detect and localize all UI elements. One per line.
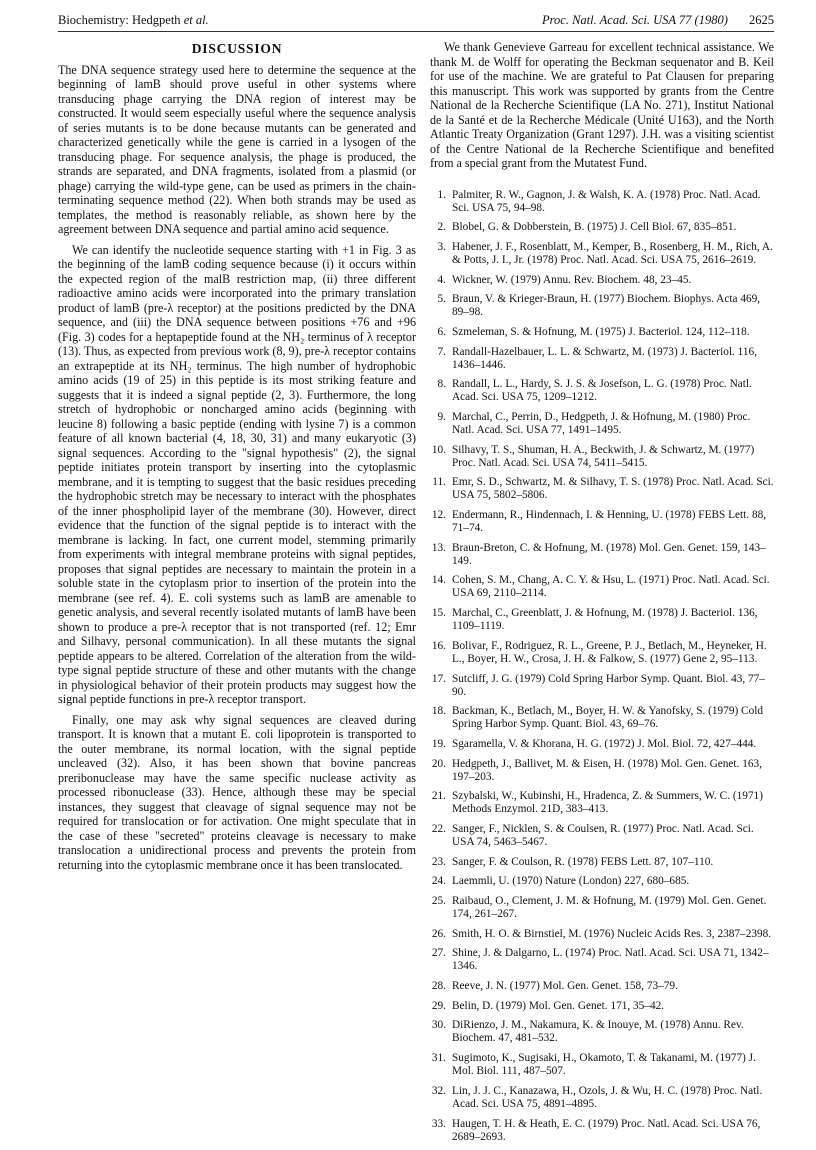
reference-number: 15.	[431, 607, 446, 620]
page-number: 2625	[749, 13, 774, 27]
reference-number: 19.	[431, 737, 446, 750]
reference-item	[430, 1000, 774, 1013]
reference-item	[430, 1085, 774, 1111]
reference-number: 11.	[432, 476, 446, 489]
discussion-paragraph: We can identify the nucleotide sequence starting with +1 in Fig. 3 as the beginning of the lamB coding sequence because (i) it occurs within the expected region of the malB restriction map, (ii) three different radioactive amino acids were incorporated into the primary translation product of lamB (pre-λ receptor) at the positions predicted by the DNA sequence, and (iii) the DNA sequence between positions +76 and +96 (Fig. 3) codes for a heptapeptide found at the NH₂ terminus of λ receptor (13). Thus, as expected from previous work (8, 9), pre-λ receptor contains an extrapeptide at its NH₂ terminus. The high number of hydrophobic amino acids (19 of 25) in this peptide is its most striking feature and suggests that it is indeed a signal peptide (2, 3). Furthermore, the long stretch of hydrophobic or noncharged amino acids (beginning with leucine 8) following a basic peptide (ending with lysine 7) is a common feature of all known bacterial (4, 18, 30, 31) and many eukaryotic (3) signal sequences. According to the "signal hypothesis" (2), the signal peptide initiates protein transport by inserting into the cytoplasmic membrane, and it is tempting to suggest that the basic residues preceding the hydrophobic stretch may be necessary to interact with the phosphates of the inner phospholipid layer of the membrane (30). However, direct evidence that the function of the signal peptide is to interact with the membrane is lacking. In fact, one current model, stemming primarily from experiments with integral membrane proteins with signal peptides, proposes that signal peptides are necessary to maintain the protein in a soluble state in the cytoplasm prior to insertion of the protein into the membrane (see ref. 4). E. coli systems such as lamB are amenable to genetic analysis, and several recently isolated mutants of lamB have been shown to produce a pre-λ receptor that is not transported (ref. 12; Emr and Silhavy, personal communication). In all these mutants the signal peptide appears to be altered. Correlation of the alteration from the wild-type signal peptide structure of these and other mutants with the change in physiological behavior of their protein products may suggest how the signal peptide functions in pre-λ receptor transport.	[58, 242, 416, 706]
journal-name: Proc. Natl. Acad. Sci. USA 77 (1980)	[542, 13, 728, 27]
reference-item	[430, 758, 774, 784]
reference-number: 31.	[431, 1052, 446, 1065]
acknowledgment-paragraph: We thank Genevieve Garreau for excellent technical assistance. We thank M. de Wolff for operating the Beckman sequenator and B. Keil for use of the machine. We are grateful to Pat Clausen for preparing this manuscript. This work was supported by grants from the Centre National de la Recherche Scientifique (LA No. 271), Institut National de la Santé et de la Recherche Médicale (Unité U163), and the North Atlantic Treaty Organization (Grant 1297). J.H. was a visiting scientist of the Centre National de la Recherche Scientifique and benefited from a special grant from the Mutatest Fund.	[430, 40, 774, 170]
reference-item	[430, 444, 774, 470]
reference-item	[430, 640, 774, 666]
reference-number: 24.	[431, 875, 446, 888]
reference-text: Sgaramella, V. & Khorana, H. G. (1972) J. Mol. Biol. 72, 427–444.	[452, 737, 757, 750]
reference-text: Lin, J. J. C., Kanazawa, H., Ozols, J. & Wu, H. C. (1978) Proc. Natl. Acad. Sci. USA 75, 4891–4895.	[452, 1084, 763, 1110]
reference-text: Endermann, R., Hindennach, I. & Henning, U. (1978) FEBS Lett. 88, 71–74.	[452, 509, 767, 535]
reference-item	[430, 378, 774, 404]
running-header	[58, 10, 774, 30]
reference-text: Szmeleman, S. & Hofnung, M. (1975) J. Bacteriol. 124, 112–118.	[452, 325, 750, 338]
reference-number: 13.	[431, 541, 446, 554]
reference-number: 6.	[437, 325, 446, 338]
reference-text: Bolivar, F., Rodriguez, R. L., Greene, P. J., Betlach, M., Heyneker, H. L., Boyer, H. W., Crosa, J. H. & Falkow, S. (1977) Gene 2, 95–113.	[452, 639, 767, 665]
reference-item	[430, 823, 774, 849]
reference-text: Palmiter, R. W., Gagnon, J. & Walsh, K. A. (1978) Proc. Natl. Acad. Sci. USA 75, 94–98.	[452, 188, 761, 214]
reference-item	[430, 293, 774, 319]
reference-text: Shine, J. & Dalgarno, L. (1974) Proc. Natl. Acad. Sci. USA 71, 1342–1346.	[452, 947, 769, 973]
reference-item	[430, 875, 774, 888]
reference-item	[430, 980, 774, 993]
reference-number: 2.	[437, 221, 446, 234]
reference-text: Silhavy, T. S., Shuman, H. A., Beckwith, J. & Schwartz, M. (1977) Proc. Natl. Acad. Sci. USA 74, 5411–5415.	[452, 443, 755, 469]
reference-text: Sanger, F. & Coulson, R. (1978) FEBS Lett. 87, 107–110.	[452, 855, 714, 868]
reference-number: 16.	[431, 639, 446, 652]
reference-text: Braun, V. & Krieger-Braun, H. (1977) Biochem. Biophys. Acta 469, 89–98.	[452, 293, 761, 319]
reference-text: Belin, D. (1979) Mol. Gen. Genet. 171, 35–42.	[452, 999, 665, 1012]
discussion-paragraph: Finally, one may ask why signal sequences are cleaved during transport. It is known that a mutant E. coli lipoprotein is transported to the outer membrane, its normal location, with the signal peptide uncleaved (32). Also, it has been shown that bovine pancreas preribonuclease may have the same specific nuclease activity as processed ribonuclease (33). Hence, although these may be special instances, they suggest that cleavage of signal sequence may not be required for translocation or for activation. One might speculate that in the case of these "secreted" proteins cleavage is necessary to make translocation a unidirectional process and prevents the protein from returning into the cytoplasmic membrane once it has been translocated.	[58, 712, 416, 872]
reference-item	[430, 673, 774, 699]
reference-item	[430, 476, 774, 502]
reference-text: DiRienzo, J. M., Nakamura, K. & Inouye, M. (1978) Annu. Rev. Biochem. 47, 481–532.	[452, 1019, 744, 1045]
reference-text: Sanger, F., Nicklen, S. & Coulsen, R. (1977) Proc. Natl. Acad. Sci. USA 74, 5463–5467.	[452, 822, 754, 848]
reference-text: Haugen, T. H. & Heath, E. C. (1979) Proc. Natl. Acad. Sci. USA 76, 2689–2693.	[452, 1117, 761, 1143]
reference-item	[430, 790, 774, 816]
header-authors: Hedgpeth	[131, 13, 181, 27]
reference-number: 23.	[431, 855, 446, 868]
reference-number: 30.	[431, 1019, 446, 1032]
discussion-column	[58, 40, 416, 878]
reference-item	[430, 1052, 774, 1078]
reference-text: Hedgpeth, J., Ballivet, M. & Eisen, H. (1978) Mol. Gen. Genet. 163, 197–203.	[452, 757, 762, 783]
reference-number: 20.	[431, 757, 446, 770]
reference-number: 3.	[437, 240, 446, 253]
reference-text: Braun-Breton, C. & Hofnung, M. (1978) Mol. Gen. Genet. 159, 143–149.	[452, 541, 766, 567]
reference-text: Wickner, W. (1979) Annu. Rev. Biochem. 48, 23–45.	[452, 273, 692, 286]
reference-item	[430, 738, 774, 751]
reference-item	[430, 346, 774, 372]
reference-item	[430, 274, 774, 287]
reference-item	[430, 411, 774, 437]
reference-number: 8.	[437, 378, 446, 391]
reference-item	[430, 189, 774, 215]
reference-number: 5.	[437, 293, 446, 306]
reference-item	[430, 221, 774, 234]
reference-text: Laemmli, U. (1970) Nature (London) 227, 680–685.	[452, 875, 690, 888]
discussion-paragraph: The DNA sequence strategy used here to determine the sequence at the beginning of lamB should prove useful in other systems where transducing phage carrying the DNA region of interest may be constructed. It would seem especially useful where the sequence analysis of series mutants is to be done because mutants can be generated and characterized genetically while the gene is carried in a lysogen of the transducing phage. For sequence analysis, the phage is produced, the strands are separated, and DNA fragments, isolated from a plasmid (or phage) carrying the wild-type gene, can be used as primers in the chain-terminating sequence method (22). When both strands may be used as templates, the method is reasonably reliable, as shown here by the agreement between DNA sequence and partial amino acid sequence.	[58, 62, 416, 236]
reference-text: Blobel, G. & Dobberstein, B. (1975) J. Cell Biol. 67, 835–851.	[452, 221, 737, 234]
reference-text: Emr, S. D., Schwartz, M. & Silhavy, T. S. (1978) Proc. Natl. Acad. Sci. USA 75, 5802–5806.	[452, 476, 774, 502]
reference-item	[430, 509, 774, 535]
reference-text: Randall, L. L., Hardy, S. J. S. & Josefson, L. G. (1978) Proc. Natl. Acad. Sci. USA 75, 1209–1212.	[452, 378, 752, 404]
reference-text: Reeve, J. N. (1977) Mol. Gen. Genet. 158, 73–79.	[452, 980, 678, 993]
reference-number: 14.	[431, 574, 446, 587]
header-left	[58, 10, 209, 30]
reference-text: Raibaud, O., Clement, J. M. & Hofnung, M. (1979) Mol. Gen. Genet. 174, 261–267.	[452, 895, 767, 920]
reference-item	[430, 326, 774, 339]
reference-number: 27.	[431, 947, 446, 960]
reference-text: Smith, H. O. & Birnstiel, M. (1976) Nucleic Acids Res. 3, 2387–2398.	[452, 927, 772, 940]
reference-item	[430, 928, 774, 941]
reference-item	[430, 947, 774, 973]
reference-text: Szybalski, W., Kubinshi, H., Hradenca, Z. & Summers, W. C. (1971) Methods Enzymol. 21D, 383–413.	[452, 790, 763, 816]
reference-item	[430, 856, 774, 869]
reference-item	[430, 1118, 774, 1144]
reference-text: Sutcliff, J. G. (1979) Cold Spring Harbor Symp. Quant. Biol. 43, 77–90.	[452, 672, 765, 698]
reference-number: 25.	[431, 895, 446, 907]
reference-item	[430, 895, 774, 921]
reference-number: 29.	[431, 999, 446, 1012]
reference-number: 32.	[431, 1084, 446, 1097]
reference-list	[430, 189, 774, 1144]
reference-item	[430, 574, 774, 600]
reference-number: 18.	[431, 705, 446, 718]
journal-section: Biochemistry:	[58, 13, 129, 27]
reference-number: 4.	[437, 273, 446, 286]
reference-item	[430, 1019, 774, 1045]
header-et-al: et al.	[183, 13, 209, 27]
reference-item	[430, 705, 774, 731]
reference-text: Randall-Hazelbauer, L. L. & Schwartz, M. (1973) J. Bacteriol. 116, 1436–1446.	[452, 345, 757, 371]
reference-number: 33.	[431, 1117, 446, 1130]
reference-number: 12.	[431, 509, 446, 522]
reference-text: Backman, K., Betlach, M., Boyer, H. W. & Yanofsky, S. (1979) Cold Spring Harbor Symp. Quant. Biol. 43, 69–76.	[452, 705, 764, 731]
reference-number: 1.	[437, 188, 446, 201]
reference-text: Sugimoto, K., Sugisaki, H., Okamoto, T. & Takanami, M. (1977) J. Mol. Biol. 111, 487–507.	[452, 1052, 756, 1078]
header-rule	[58, 31, 774, 32]
reference-number: 17.	[431, 672, 446, 685]
reference-number: 28.	[431, 980, 446, 993]
reference-number: 22.	[431, 822, 446, 835]
reference-item	[430, 241, 774, 267]
reference-number: 7.	[437, 345, 446, 358]
section-title: DISCUSSION	[191, 41, 283, 56]
reference-text: Marchal, C., Perrin, D., Hedgpeth, J. & Hofnung, M. (1980) Proc. Natl. Acad. Sci. USA 77, 1491–1495.	[452, 411, 751, 436]
reference-number: 21.	[431, 790, 446, 803]
reference-number: 26.	[431, 927, 446, 940]
reference-text: Cohen, S. M., Chang, A. C. Y. & Hsu, L. (1971) Proc. Natl. Acad. Sci. USA 69, 2110–2114.	[452, 574, 770, 600]
reference-text: Habener, J. F., Rosenblatt, M., Kemper, B., Rosenberg, H. M., Rich, A. & Potts, J. I., Jr. (1978) Proc. Natl. Acad. Sci. USA 75, 2616–2619.	[452, 240, 773, 266]
right-column	[430, 40, 774, 1150]
reference-item	[430, 607, 774, 633]
reference-text: Marchal, C., Greenblatt, J. & Hofnung, M. (1978) J. Bacteriol. 136, 1109–1119.	[452, 607, 758, 633]
reference-item	[430, 542, 774, 568]
reference-number: 9.	[437, 411, 446, 423]
header-right	[542, 10, 774, 30]
reference-number: 10.	[431, 443, 446, 456]
